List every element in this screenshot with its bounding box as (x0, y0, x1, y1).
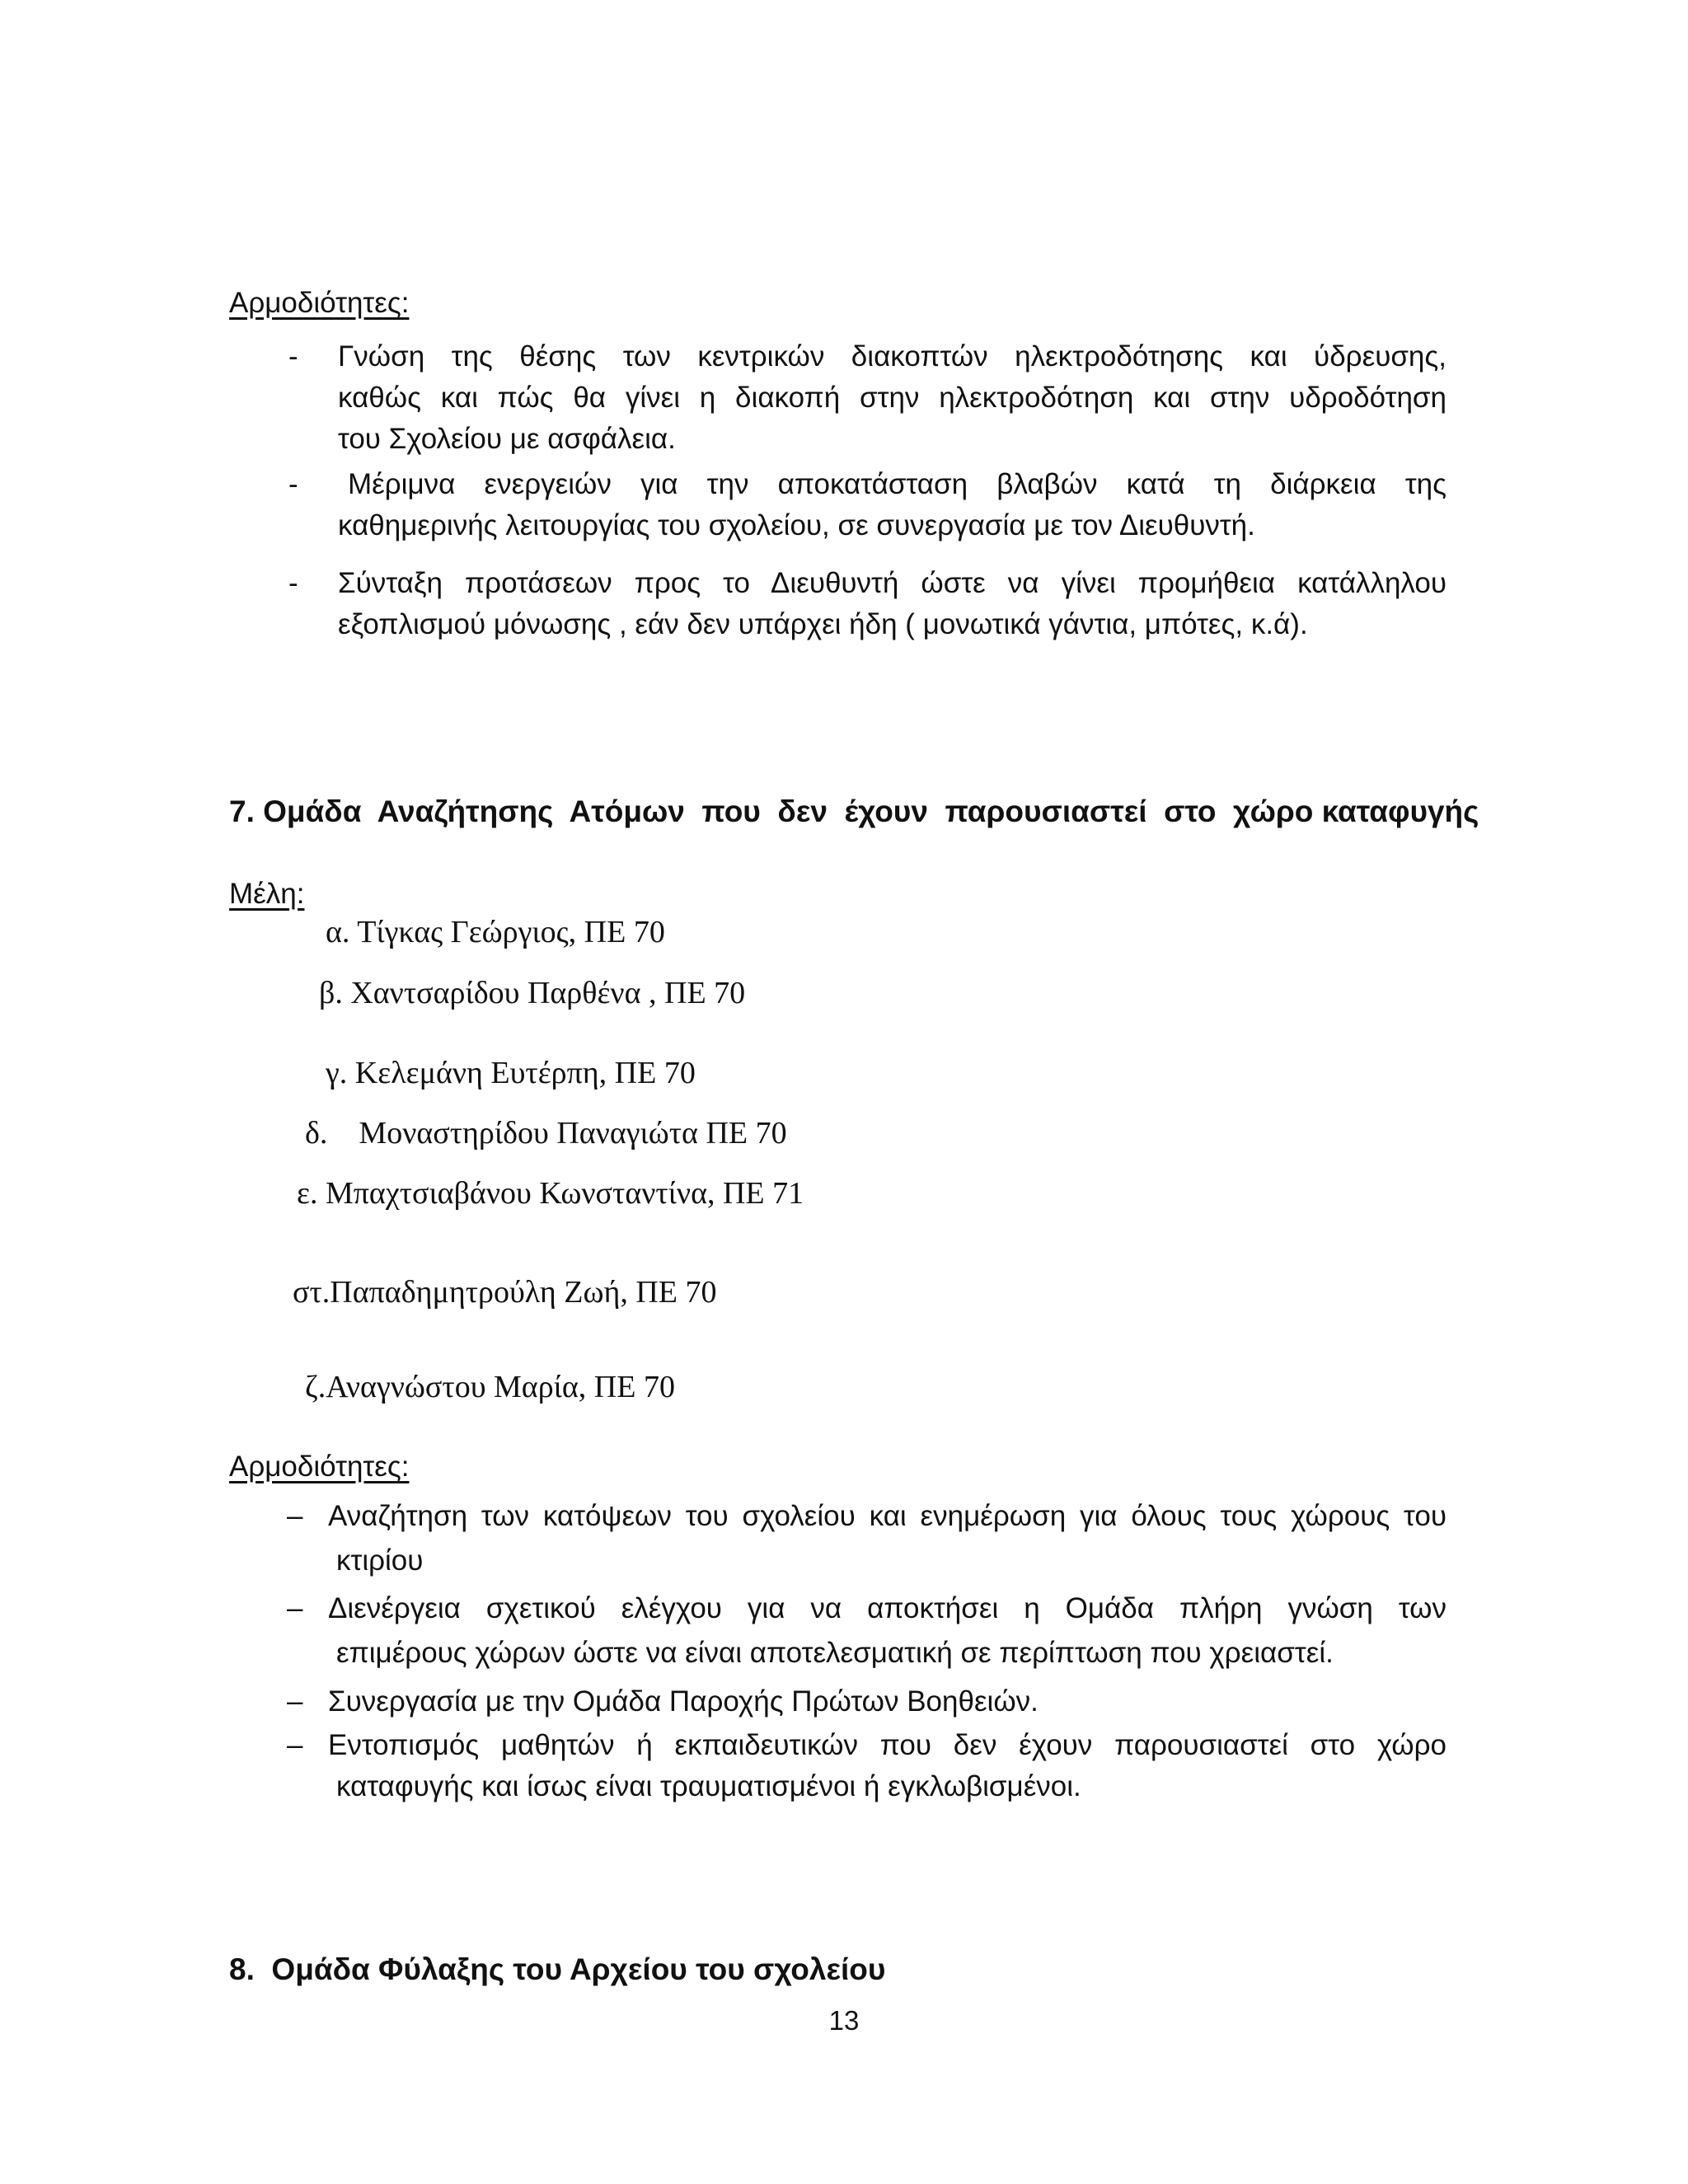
list-item-line: Διενέργεια σχετικού ελέγχου για να αποκτήσει η Ομάδα πλήρη γνώση των (328, 1592, 1447, 1624)
members-label: Μέλη: (229, 878, 305, 910)
list-item (328, 1496, 1447, 1585)
duties-label: Αρμοδιότητες: (229, 287, 410, 319)
list-item-line: Γνώση της θέσης των κεντρικών διακοπτών ηλεκτροδότησης και ύδρευσης, (338, 340, 1447, 373)
list-item-line: Αναζήτηση των κατόψεων του σχολείου και ενημέρωση για όλους τους χώρους του (328, 1500, 1447, 1532)
member-item: γ. Κελεμάνη Ευτέρπη, ΠΕ 70 (326, 1056, 696, 1090)
list-item-line: Εντοπισμός μαθητών ή εκπαιδευτικών που δεν έχουν παρουσιαστεί στο χώρο (328, 1729, 1447, 1761)
duties-label: Αρμοδιότητες: (229, 1451, 410, 1483)
list-item-line: του Σχολείου με ασφάλεια. (338, 423, 676, 455)
list-item (338, 563, 1447, 645)
list-item-line: κτιρίου (336, 1544, 424, 1577)
member-item: στ.Παπαδημητρούλη Ζωή, ΠΕ 70 (293, 1275, 717, 1310)
list-marker: – (287, 1500, 303, 1532)
list-item-line: καθημερινής λειτουργίας του σχολείου, σε συνεργασία με τον Διευθυντή. (338, 509, 1255, 541)
list-item-line: Μέριμνα ενεργειών για την αποκατάσταση βλαβών κατά τη διάρκεια της (348, 468, 1447, 500)
member-item: α. Τίγκας Γεώργιος, ΠΕ 70 (326, 915, 665, 949)
list-item-line: καθώς και πώς θα γίνει η διακοπή στην ηλεκτροδότηση και στην υδροδότηση (338, 382, 1447, 414)
list-marker: - (288, 468, 298, 500)
list-item (338, 464, 1447, 546)
section-heading: 8. Ομάδα Φύλαξης του Αρχείου του σχολείου (229, 1952, 886, 1986)
list-item-line: Σύνταξη προτάσεων προς το Διευθυντή ώστε να γίνει προμήθεια κατάλληλου (338, 567, 1447, 599)
list-item-line: επιμέρους χώρων ώστε να είναι αποτελεσματική σε περίπτωση που χρειαστεί. (336, 1637, 1334, 1669)
list-marker: – (287, 1592, 303, 1624)
member-item: ζ.Αναγνώστου Μαρία, ΠΕ 70 (305, 1370, 675, 1404)
list-item (328, 1681, 1447, 1722)
member-item: δ. Μοναστηρίδου Παναγιώτα ΠΕ 70 (305, 1116, 787, 1151)
list-item (338, 336, 1447, 460)
list-marker: – (287, 1729, 303, 1761)
member-item: β. Χαντσαρίδου Παρθένα , ΠΕ 70 (319, 976, 746, 1010)
list-marker: - (288, 567, 298, 599)
list-item (328, 1588, 1447, 1677)
list-marker: - (288, 340, 298, 373)
section-heading: 7. Ομάδα Αναζήτησης Ατόμων που δεν έχουν παρουσιαστεί στο χώρο καταφυγής (229, 794, 1479, 828)
list-item-line: Συνεργασία με την Ομάδα Παροχής Πρώτων Βοηθειών. (328, 1685, 1039, 1718)
list-item-line: εξοπλισμού μόνωσης , εάν δεν υπάρχει ήδη ( μονωτικά γάντια, μπότες, κ.ά). (338, 608, 1308, 640)
page-number: 13 (828, 2005, 860, 2036)
list-marker: – (287, 1685, 303, 1718)
list-item-line: καταφυγής και ίσως είναι τραυματισμένοι ή εγκλωβισμένοι. (336, 1770, 1081, 1802)
member-item: ε. Μπαχτσιαβάνου Κωνσταντίνα, ΠΕ 71 (297, 1176, 804, 1211)
list-item (328, 1725, 1447, 1807)
